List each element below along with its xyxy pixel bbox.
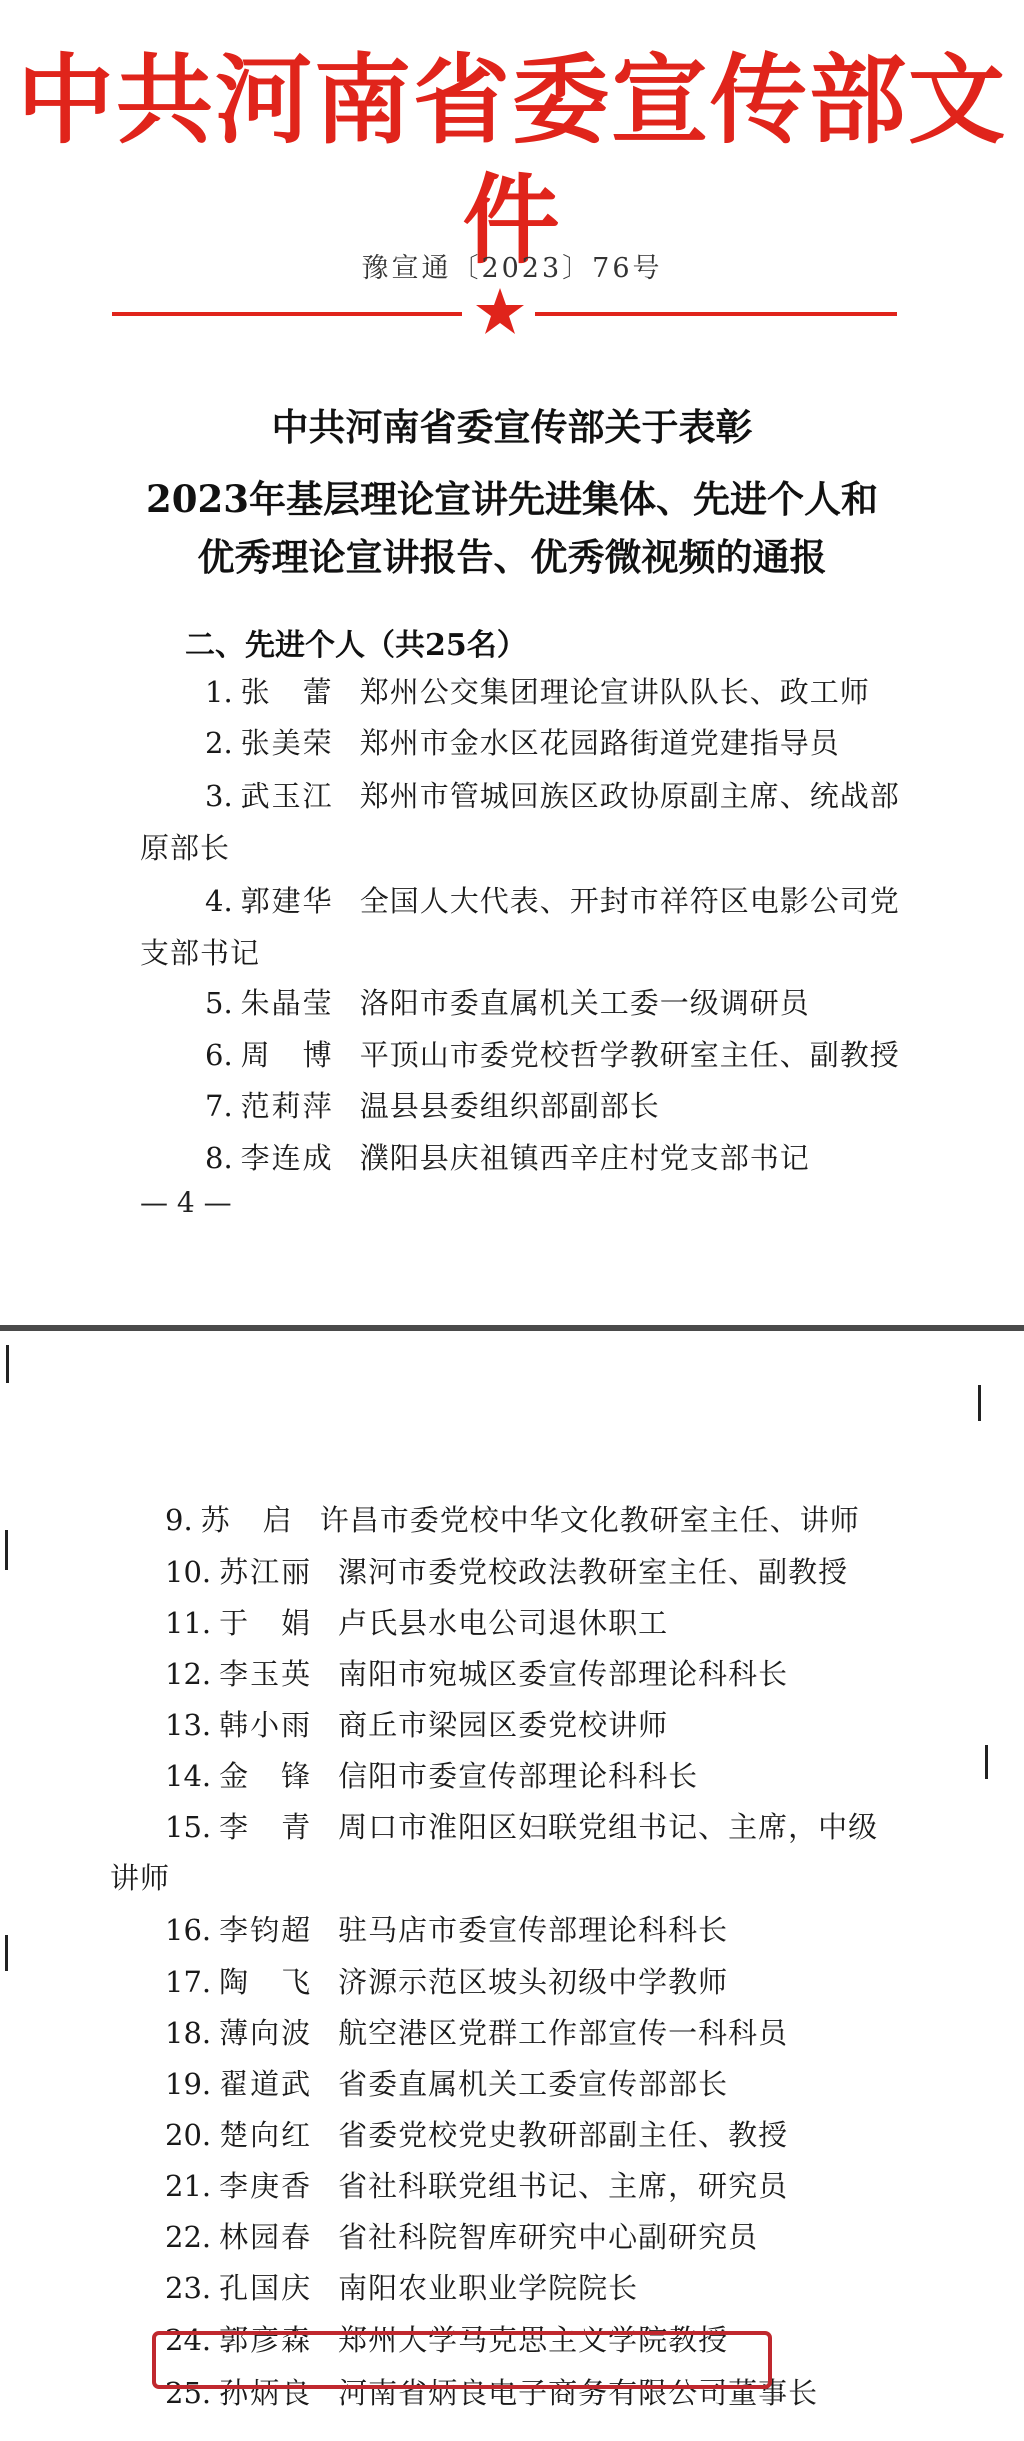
entry-description: 省委党校党史教研部副主任、教授 — [338, 2118, 789, 2152]
entry-description: 洛阳市委直属机关工委一级调研员 — [359, 986, 810, 1020]
entry-description: 省委直属机关工委宣传部部长 — [338, 2067, 729, 2101]
entry-name: 郭彦森 — [219, 2323, 313, 2357]
page-number: — 4 — — [140, 1186, 232, 1219]
scan-mark — [978, 1385, 981, 1421]
entry-number: 14. — [165, 1759, 212, 1793]
entry-name: 郭建华 — [240, 884, 334, 918]
list-item — [165, 2166, 788, 2206]
entry-name: 陶 飞 — [219, 1965, 313, 1999]
list-item — [205, 983, 810, 1023]
entry-name: 张 蕾 — [240, 675, 334, 709]
list-item — [165, 1603, 668, 1643]
entry-description: 濮阳县庆祖镇西辛庄村党支部书记 — [359, 1141, 810, 1175]
entry-description: 周口市淮阳区妇联党组书记、主席，中级 — [338, 1810, 879, 1844]
entry-number: 25. — [165, 2376, 212, 2410]
list-item — [205, 881, 900, 921]
entry-description: 全国人大代表、开封市祥符区电影公司党 — [359, 884, 900, 918]
entry-number: 7. — [205, 1089, 233, 1123]
entry-number: 10. — [165, 1555, 212, 1589]
scan-mark — [985, 1745, 988, 1779]
entry-number: 15. — [165, 1810, 212, 1844]
entry-description: 河南省炳良电子商务有限公司董事长 — [338, 2376, 819, 2410]
entry-name: 周 博 — [240, 1038, 334, 1072]
scan-mark — [6, 1345, 9, 1383]
scan-top-edge — [0, 1325, 1024, 1331]
entry-name: 林园春 — [219, 2220, 313, 2254]
red-rule-right — [535, 312, 897, 316]
entry-name: 李钧超 — [219, 1913, 313, 1947]
entry-name: 孙炳良 — [219, 2376, 313, 2410]
masthead-title: 中共河南省委宣传部文件 — [17, 43, 1007, 277]
entry-number: 13. — [165, 1708, 212, 1742]
entry-description: 郑州大学马克思主义学院教授 — [338, 2323, 729, 2357]
list-item — [165, 1654, 788, 1694]
entry-name: 翟道武 — [219, 2067, 313, 2101]
entry-description: 郑州市管城回族区政协原副主席、统战部 — [359, 779, 900, 813]
entry-name: 朱晶莹 — [240, 986, 334, 1020]
entry-description: 航空港区党群工作部宣传一科科员 — [338, 2016, 789, 2050]
list-item — [205, 1138, 810, 1178]
entry-continuation: 原部长 — [140, 831, 231, 865]
entry-name: 金 锋 — [219, 1759, 313, 1793]
entry-number: 17. — [165, 1965, 212, 1999]
entry-description: 卢氏县水电公司退休职工 — [338, 1606, 669, 1640]
red-star-icon — [474, 286, 526, 338]
entry-continuation: 支部书记 — [140, 936, 261, 970]
list-item — [165, 1500, 860, 1540]
highlight-box — [152, 2331, 772, 2389]
entry-description: 温县县委组织部副部长 — [359, 1089, 660, 1123]
list-item — [165, 2013, 788, 2053]
list-item — [165, 2268, 638, 2308]
entry-name: 张美荣 — [240, 726, 334, 760]
list-item — [165, 1807, 878, 1847]
list-item — [165, 1552, 848, 1592]
list-item — [165, 1910, 728, 1950]
entry-description: 许昌市委党校中华文化教研室主任、讲师 — [319, 1503, 860, 1537]
entry-description: 商丘市梁园区委党校讲师 — [338, 1708, 669, 1742]
entry-name: 李连成 — [240, 1141, 334, 1175]
entry-number: 24. — [165, 2323, 212, 2357]
notice-title-line-2: 2023年基层理论宣讲先进集体、先进个人和 — [146, 477, 878, 521]
document-page-2 — [0, 1325, 1024, 2441]
entry-continuation: 讲师 — [110, 1861, 171, 1895]
entry-description: 省社科联党组书记、主席，研究员 — [338, 2169, 789, 2203]
list-item — [165, 1962, 728, 2002]
list-item — [165, 2115, 788, 2155]
entry-description: 漯河市委党校政法教研室主任、副教授 — [338, 1555, 849, 1589]
entry-number: 12. — [165, 1657, 212, 1691]
entry-name: 苏江丽 — [219, 1555, 313, 1589]
entry-description: 省社科院智库研究中心副研究员 — [338, 2220, 759, 2254]
entry-description: 郑州市金水区花园路街道党建指导员 — [359, 726, 840, 760]
list-item — [165, 2064, 728, 2104]
entry-name: 薄向波 — [219, 2016, 313, 2050]
list-item — [205, 1086, 660, 1126]
scan-mark — [5, 1530, 8, 1570]
entry-name: 李庚香 — [219, 2169, 313, 2203]
entry-name: 韩小雨 — [219, 1708, 313, 1742]
entry-number: 22. — [165, 2220, 212, 2254]
entry-number: 2. — [205, 726, 233, 760]
entry-number: 8. — [205, 1141, 233, 1175]
list-item — [205, 672, 870, 712]
entry-name: 李玉英 — [219, 1657, 313, 1691]
entry-name: 李 青 — [219, 1810, 313, 1844]
scan-mark — [5, 1935, 8, 1971]
entry-name: 楚向红 — [219, 2118, 313, 2152]
entry-description: 驻马店市委宣传部理论科科长 — [338, 1913, 729, 1947]
red-rule-left — [112, 312, 462, 316]
list-item — [165, 1756, 698, 1796]
entry-name: 于 娟 — [219, 1606, 313, 1640]
page-gap — [0, 1288, 1024, 1325]
entry-description: 平顶山市委党校哲学教研室主任、副教授 — [359, 1038, 900, 1072]
list-item — [205, 723, 840, 763]
section-heading: 二、先进个人（共25名） — [185, 628, 527, 663]
entry-number: 9. — [165, 1503, 193, 1537]
entry-description: 济源示范区坡头初级中学教师 — [338, 1965, 729, 1999]
notice-title-line-3: 优秀理论宣讲报告、优秀微视频的通报 — [197, 535, 827, 579]
entry-number: 11. — [165, 1606, 212, 1640]
entry-number: 16. — [165, 1913, 212, 1947]
entry-number: 6. — [205, 1038, 233, 1072]
entry-name: 苏 启 — [200, 1503, 294, 1537]
entry-description: 郑州公交集团理论宣讲队队长、政工师 — [359, 675, 870, 709]
entry-number: 20. — [165, 2118, 212, 2152]
entry-number: 3. — [205, 779, 233, 813]
entry-description: 南阳农业职业学院院长 — [338, 2271, 639, 2305]
entry-description: 信阳市委宣传部理论科科长 — [338, 1759, 699, 1793]
entry-name: 武玉江 — [240, 779, 334, 813]
notice-title-line-1: 中共河南省委宣传部关于表彰 — [271, 405, 753, 449]
entry-name: 孔国庆 — [219, 2271, 313, 2305]
list-item — [165, 2217, 758, 2257]
entry-number: 18. — [165, 2016, 212, 2050]
entry-number: 19. — [165, 2067, 212, 2101]
list-item — [165, 1705, 668, 1745]
entry-number: 4. — [205, 884, 233, 918]
list-item — [205, 1035, 900, 1075]
entry-number: 1. — [205, 675, 233, 709]
entry-number: 21. — [165, 2169, 212, 2203]
entry-number: 23. — [165, 2271, 212, 2305]
list-item — [205, 776, 900, 816]
document-number: 豫宣通〔2023〕76号 — [361, 253, 663, 284]
entry-name: 范莉萍 — [240, 1089, 334, 1123]
entry-number: 5. — [205, 986, 233, 1020]
entry-description: 南阳市宛城区委宣传部理论科科长 — [338, 1657, 789, 1691]
